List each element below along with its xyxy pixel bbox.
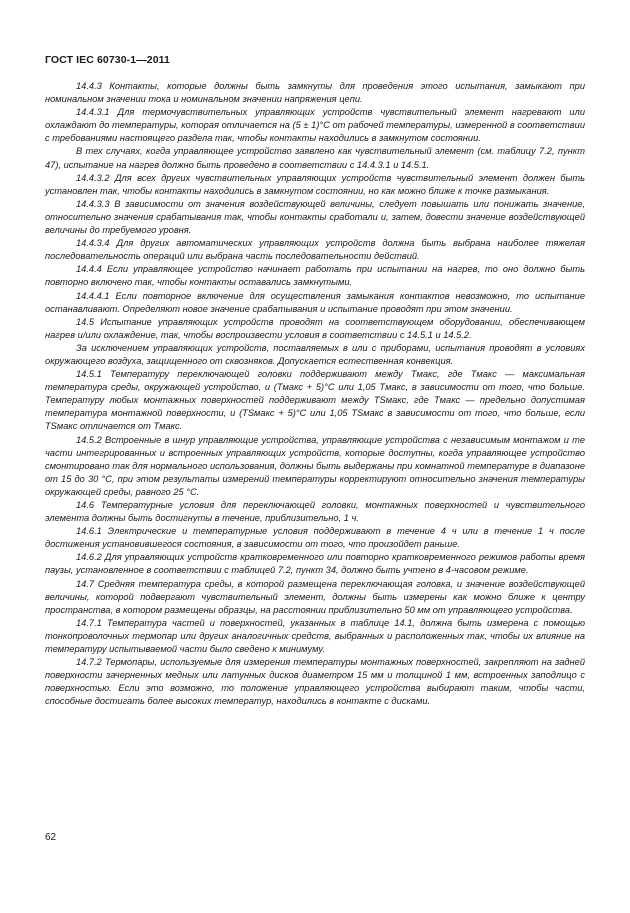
paragraph-14-6-1: 14.6.1 Электрические и температурные условия поддерживают в течение 4 ч или в течение 1 ч после достижения установившегося состояния, в зависимости от того, что произойдет раньше. xyxy=(45,526,585,550)
document-header: ГОСТ IEC 60730-1—2011 xyxy=(45,54,170,66)
document-body xyxy=(45,80,585,709)
paragraph-14-4-3-4: 14.4.3.4 Для других автоматических управляющих устройств должна быть выбрана наиболее тяжелая последовательность операций или выбрана часть последовательности действий. xyxy=(45,238,585,262)
paragraph-14-4-3-3: 14.4.3.3 В зависимости от значения воздействующей величины, следует повышать или понижать значение, относительно значения срабатывания так, чтобы контакты сработали и, затем, довести значение воздействующей величины до требуемого уровня. xyxy=(45,198,585,236)
paragraph-14-6: 14.6 Температурные условия для переключающей головки, монтажных поверхностей и чувствительного элемента должны быть достигнуты в течение, приблизительно, 1 ч. xyxy=(45,500,585,524)
paragraph-exception: За исключением управляющих устройств, поставляемых в или с приборами, испытания проводят в условиях окружающего воздуха, защищенного от сквозняков. Допускается естественная конвекция. xyxy=(45,342,585,366)
paragraph-14-5-1: 14.5.1 Температуру переключающей головки поддерживают между Tмакс, где Tмакс — максимальная температура среды, окружающей устройство, и (Tмакс + 5)°С или 1,05 Tмакс, в зависимости от того, что больше. Температуру любых монтажных поверхностей поддерживают между TSмакс, где Tмакс — предельно допустимая температура монтажной поверхности, и (TSмакс + 5)°С или 1,05 TSмакс в зависимости от того, что больше, если TSмакс отличается от Tмакс. xyxy=(45,369,585,432)
paragraph-14-4-3: 14.4.3 Контакты, которые должны быть замкнуты для проведения этого испытания, замыкают при номинальном значении тока и номинальном значении напряжения цепи. xyxy=(45,81,585,105)
paragraph-14-4-3-2: 14.4.3.2 Для всех других чувствительных управляющих устройств чувствительный элемент должен быть установлен так, чтобы контакты находились в замкнутом состоянии, но как можно ближе к точке размыкания. xyxy=(45,172,585,196)
paragraph-14-4-3-1: 14.4.3.1 Для термочувствительных управляющих устройств чувствительный элемент нагревают или охлаждают до температуры, которая отличается на (5 ± 1)°С от рабочей температуры, измеренной в соответствии с требованиями настоящего раздела так, чтобы контакты находились в замкнутом состоянии. xyxy=(45,107,585,144)
paragraph-14-4-4: 14.4.4 Если управляющее устройство начинает работать при испытании на нагрев, то оно должно быть повторно включено так, чтобы контакты оставались замкнутыми. xyxy=(45,264,585,288)
page-number: 62 xyxy=(45,832,57,843)
paragraph-14-7-1: 14.7.1 Температура частей и поверхностей, указанных в таблице 14.1, должна быть измерена с помощью тонкопроволочных термопар или других аналогичных средств, выбранных и расположенных так, чтобы их влияние на температуру испытываемой части было сведено к минимуму. xyxy=(45,617,585,655)
paragraph-14-7: 14.7 Средняя температура среды, в которой размещена переключающая головка, и значение воздействующей величины, которой подвергают чувствительный элемент, должны быть измерены как можно ближе к центру пространства, в котором размещены образцы, на расстоянии приблизительно 50 мм от управляющего устройства. xyxy=(45,578,585,615)
paragraph-14-6-2: 14.6.2 Для управляющих устройств кратковременного или повторно кратковременного режимов работы время паузы, установленное в соответствии с таблицей 7.2, пункт 34, должно быть учтено в 4-часовом режиме. xyxy=(45,552,585,576)
paragraph-note-sensor: В тех случаях, когда управляющее устройство заявлено как чувствительный элемент (см. таблицу 7.2, пункт 47), испытание на нагрев должно быть проведено в соответствии с 14.4.3.1 и 14.5.1. xyxy=(45,146,585,170)
paragraph-14-4-4-1: 14.4.4.1 Если повторное включение для осуществления замыкания контактов невозможно, то испытание останавливают. Определяют новое значение срабатывания и испытание проводят при этом значении. xyxy=(45,290,585,314)
paragraph-14-5-2: 14.5.2 Встроенные в шнур управляющие устройства, управляющие устройства с независимым монтажом и те части интегрированных и встроенных управляющих устройств, которые доступны, когда управляющее устройство смонтировано так для нормального использования, должны быть выдержаны при комнатной температуре в диапазоне от 15 до 30 °С, при этом результаты измерений температуры корректируют относительно значения температуры окружающей среды, равного 25 °С. xyxy=(45,434,585,497)
paragraph-14-7-2: 14.7.2 Термопары, используемые для измерения температуры монтажных поверхностей, закрепляют на задней поверхности зачерненных медных или латунных дисков диаметром 15 мм и толщиной 1 мм, встроенных заподлицо с поверхностью. Если это возможно, то положение управляющего устройства выбирают таким, чтобы части, способные достигать более высоких температур, находились в контакте с дисками. xyxy=(45,657,585,707)
paragraph-14-5: 14.5 Испытание управляющих устройств проводят на соответствующем оборудовании, обеспечивающем нагрев и/или охлаждение, так, чтобы воспроизвести условия в соответствии с 14.5.1 и 14.5.2. xyxy=(45,316,585,340)
